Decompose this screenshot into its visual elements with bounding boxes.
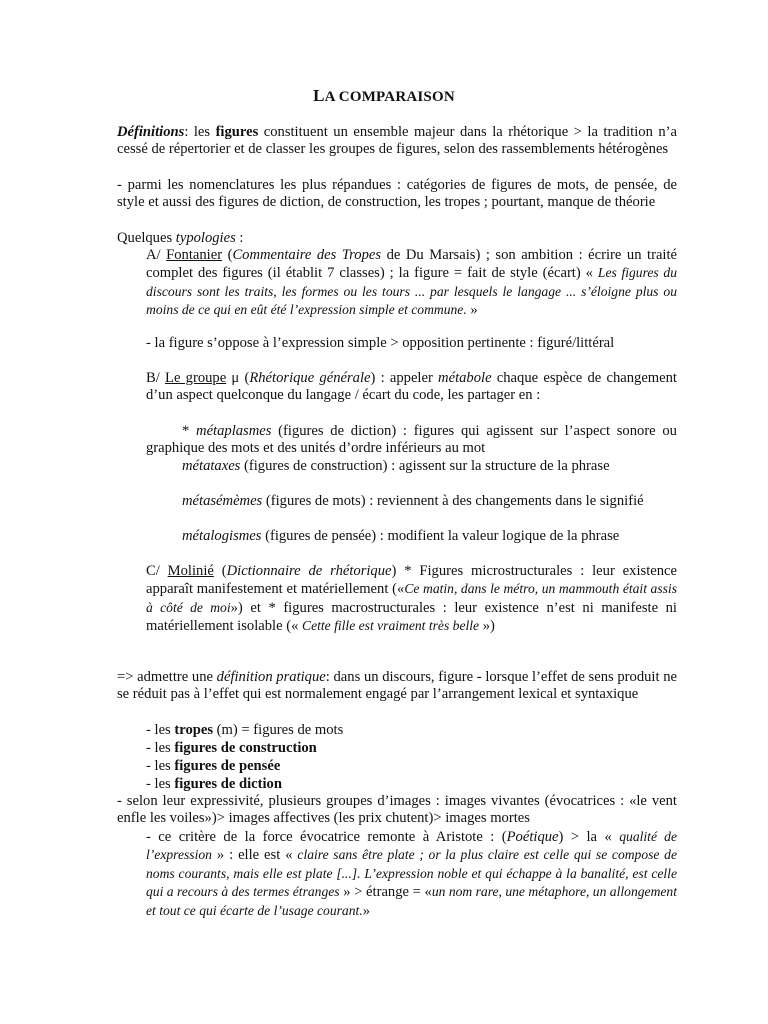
aristote-paragraph: - ce critère de la force évocatrice remonte à Aristote : (Poétique) > la « qualité de l’expression » : elle est « claire sans être plate ; or la plus claire est celle qui se compose de noms courants, mais elle est plate [...]. L’expression noble et qui échappe à la banalité, est celle qui a recours à des termes étranges » > étrange = «un nom rare, une métaphore, un allongement et tout ce qui écarte de l’usage courant.» [146, 829, 678, 919]
list-item: - les tropes (m) = figures de mots [146, 722, 344, 738]
fontanier-quote: Les figures du discours sont les traits, les formes ou les tours ... par lesquels le langage ... s’éloigne plus ou moins de ce qui en eût été l’expression simple et commune. [146, 265, 677, 318]
list-item: - les figures de diction [146, 776, 282, 792]
category-item: métataxes (figures de construction) : agissent sur la structure de la phrase [182, 458, 610, 474]
category-item: * métaplasmes (figures de diction) : figures qui agissent sur l’aspect sonore ou graphique des mots et des unités d’ordre inférieurs au mot [146, 423, 677, 457]
category-item: métasémèmes (figures de mots) : reviennent à des changements dans le signifié [182, 493, 644, 509]
fontanier-name: Fontanier [166, 247, 223, 263]
pratique-paragraph: => admettre une définition pratique: dans un discours, figure - lorsque l’effet de sens produit ne se réduit pas à l’effet qui est normalement engagé par l’arrangement lexical et syntaxique [117, 669, 677, 703]
fontanier-oppose: - la figure s’oppose à l’expression simple > opposition pertinente : figuré/littéral [146, 335, 615, 351]
definitions-heading: Définitions [117, 124, 185, 140]
definitions-paragraph: Définitions: les figures constituent un ensemble majeur dans la rhétorique > la tradition n’a cessé de répertorier et de classer les groupes de figures, selon des rassemblements hétérogènes [117, 124, 677, 158]
page-title: LA COMPARAISON [313, 86, 455, 105]
molinie-paragraph: C/ Molinié (Dictionnaire de rhétorique) * Figures microstructurales : leur existence apparaît manifestement et matériellement («Ce matin, dans le métro, un mammouth était assis à côté de moi») et * figures macrostructurales : leur existence n’est ni manifeste ni matériellement isolable (« Cette fille est vraiment très belle ») [146, 563, 677, 635]
typologies-line: Quelques typologies : [117, 230, 244, 246]
molinie-name: Molinié [167, 563, 214, 579]
nomenclatures-paragraph: - parmi les nomenclatures les plus répandues : catégories de figures de mots, de pensée, de style et aussi des figures de diction, de construction, les tropes ; pourtant, manque de théorie [117, 177, 677, 211]
groupe-mu-paragraph: B/ Le groupe μ (Rhétorique générale) : appeler métabole chaque espèce de changement d’un aspect quelconque du langage / écart du code, les partager en : [146, 370, 677, 404]
category-item: métalogismes (figures de pensée) : modifient la valeur logique de la phrase [182, 528, 620, 544]
list-item: - les figures de construction [146, 740, 317, 756]
groupe-mu-name: Le groupe [165, 370, 227, 386]
expressivite-paragraph: - selon leur expressivité, plusieurs groupes d’images : images vivantes (évocatrices : «le vent enfle les voiles»)> images affectives (les prix chutent)> images mortes [117, 793, 677, 827]
list-item: - les figures de pensée [146, 758, 281, 774]
fontanier-paragraph: A/ Fontanier (Commentaire des Tropes de Du Marsais) ; son ambition : écrire un traité complet des figures (il établit 7 classes) ; la figure = fait de style (écart) « Les figures du discours sont les traits, les formes ou les tours ... par lesquels le langage ... s’éloigne plus ou moins de ce qui en eût été l’expression simple et commune. » [146, 247, 678, 319]
